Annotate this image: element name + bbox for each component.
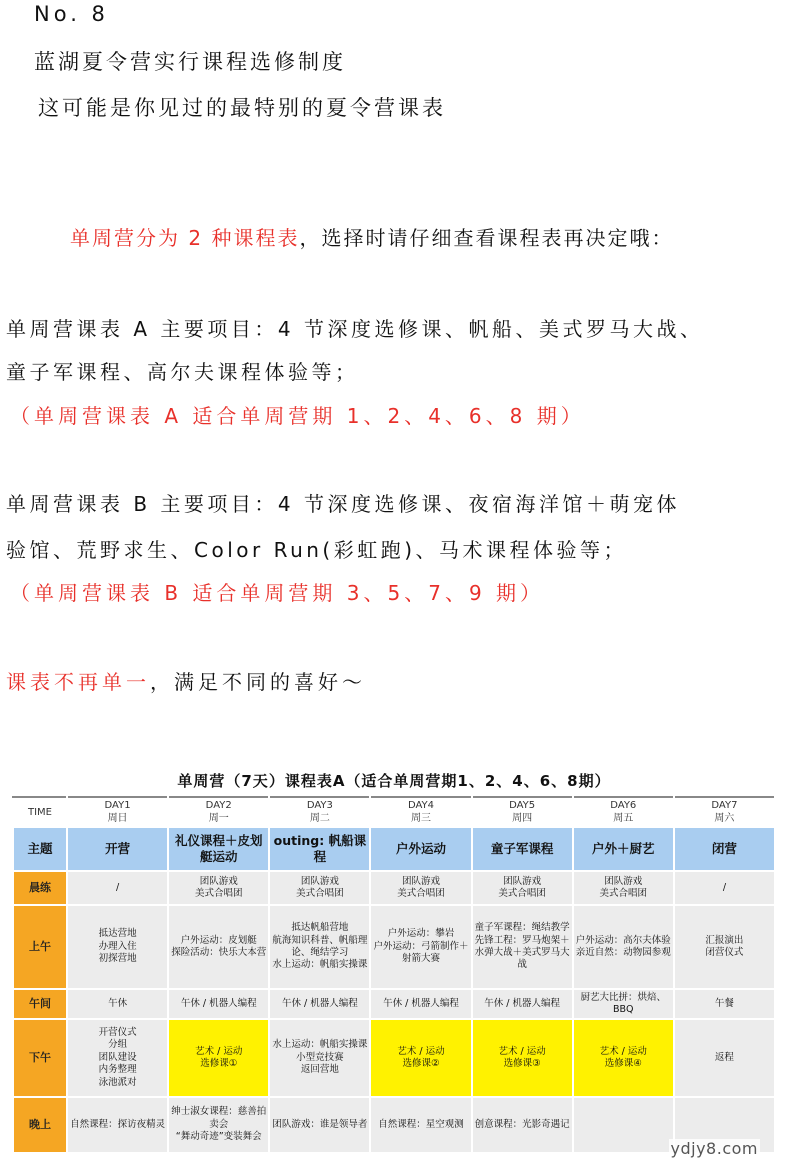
day-number: DAY4 [407,800,435,811]
schedule-cell: 厨艺大比拼：烘焙、BBQ [573,989,674,1019]
day-number: DAY1 [104,800,131,811]
day-weekday: 周一 [208,813,229,824]
day-header [269,797,370,827]
post-number: No. 8 [34,2,109,26]
schedule-cell: 艺术 / 运动 选修课③ [472,1019,573,1097]
schedule-cell: 团队游戏 美式合唱团 [168,871,269,905]
schedule-cell: 团队游戏：谁是领导者 [269,1097,370,1153]
schedule-cell: 返程 [674,1019,775,1097]
schedule-cell: 创意课程：光影奇遇记 [472,1097,573,1153]
schedule-cell: 开营仪式 分组 团队建设 内务整理 泳池派对 [67,1019,168,1097]
watermark: ydjy8.com [670,1139,758,1158]
theme-row [13,827,775,871]
theme-label: 主题 [13,827,67,871]
plan-a-line-1: 单周营课表 A 主要项目：4 节深度选修课、帆船、美式罗马大战、 [6,317,704,341]
plan-a-line-2: 童子军课程、高尔夫课程体验等； [6,360,359,384]
schedule-title: 单周营（7天）课程表A（适合单周营期1、2、4、6、8期） [177,772,611,790]
schedule-row [13,1097,775,1153]
schedule-cell: 户外运动：皮划艇 探险活动：快乐大本营 [168,905,269,989]
intro-text: ，选择时请仔细查看课程表再决定哦： [299,226,674,250]
schedule-cell: 团队游戏 美式合唱团 [573,871,674,905]
schedule-cell: 午休 / 机器人编程 [472,989,573,1019]
day-weekday: 周三 [410,813,431,824]
row-label: 晚上 [13,1097,67,1153]
schedule-cell: 抵达营地 办理入住 初探营地 [67,905,168,989]
schedule-image [10,762,778,1170]
day-weekday: 周日 [107,813,128,824]
theme-cell: 开营 [67,827,168,871]
theme-cell: 童子军课程 [472,827,573,871]
schedule-cell: 艺术 / 运动 选修课② [370,1019,471,1097]
day-number: DAY7 [711,800,738,811]
schedule-cell: 自然课程：探访夜精灵 [67,1097,168,1153]
schedule-cell: 午餐 [674,989,775,1019]
schedule-cell: / [674,871,775,905]
day-weekday: 周六 [714,813,735,824]
schedule-row [13,1019,775,1097]
row-label: 下午 [13,1019,67,1097]
heading-line-1: 蓝湖夏令营实行课程选修制度 [34,50,346,74]
schedule-cell: 户外运动：高尔夫体验 亲近自然：动物园参观 [573,905,674,989]
schedule-cell [573,1097,674,1153]
theme-cell: 户外＋厨艺 [573,827,674,871]
row-label: 晨练 [13,871,67,905]
day-weekday: 周五 [613,813,634,824]
schedule-cell: 户外运动：攀岩 户外运动：弓箭制作＋射箭大赛 [370,905,471,989]
schedule-row [13,989,775,1019]
schedule-cell: 团队游戏 美式合唱团 [269,871,370,905]
heading-line-2: 这可能是你见过的最特别的夏令营课表 [38,96,446,120]
day-header-row [13,797,775,827]
row-label: 上午 [13,905,67,989]
day-header [573,797,674,827]
schedule-cell: 水上运动：帆船实操课 小型竞技赛 返回营地 [269,1019,370,1097]
intro-paragraph [70,222,673,251]
day-weekday: 周四 [512,813,533,824]
theme-cell: outing: 帆船课程 [269,827,370,871]
theme-cell: 礼仪课程＋皮划艇运动 [168,827,269,871]
day-header [674,797,775,827]
day-number: DAY5 [509,800,536,811]
schedule-cell: 午休 / 机器人编程 [370,989,471,1019]
day-header [67,797,168,827]
schedule-cell: 艺术 / 运动 选修课① [168,1019,269,1097]
schedule-cell: 午休 [67,989,168,1019]
schedule-cell: 团队游戏 美式合唱团 [370,871,471,905]
row-label: 午间 [13,989,67,1019]
day-weekday: 周二 [309,813,330,824]
day-number: DAY3 [306,800,333,811]
theme-cell: 闭营 [674,827,775,871]
schedule-cell: 绅士淑女课程：慈善拍卖会 “舞动奇迹”变装舞会 [168,1097,269,1153]
plan-a-note: （单周营课表 A 适合单周营期 1、2、4、6、8 期） [10,404,585,428]
closing-paragraph [6,666,366,695]
schedule-cell: 自然课程：星空观测 [370,1097,471,1153]
plan-b-note: （单周营课表 B 适合单周营期 3、5、7、9 期） [10,581,545,605]
day-header [370,797,471,827]
schedule-cell: 艺术 / 运动 选修课④ [573,1019,674,1097]
schedule-table [12,796,776,1154]
plan-b-line-1: 单周营课表 B 主要项目：4 节深度选修课、夜宿海洋馆＋萌宠体 [6,492,681,516]
schedule-row [13,905,775,989]
intro-highlight: 单周营分为 2 种课程表 [70,226,300,250]
closing-text: ，满足不同的喜好～ [150,670,366,694]
schedule-cell: 团队游戏 美式合唱团 [472,871,573,905]
schedule-row [13,871,775,905]
theme-cell: 户外运动 [370,827,471,871]
time-label: TIME [13,797,67,827]
schedule-cell: 童子军课程：绳结教学 先锋工程：罗马炮架＋水弹大战＋美式罗马大战 [472,905,573,989]
schedule-cell: / [67,871,168,905]
schedule-cell: 午休 / 机器人编程 [168,989,269,1019]
closing-highlight: 课表不再单一 [6,670,150,694]
schedule-cell: 汇报演出 闭营仪式 [674,905,775,989]
day-header [472,797,573,827]
schedule-cell: 午休 / 机器人编程 [269,989,370,1019]
day-number: DAY2 [205,800,232,811]
schedule-cell: 抵达帆船营地 航海知识科普、帆船理论、绳结学习 水上运动：帆船实操课 [269,905,370,989]
day-header [168,797,269,827]
plan-b-line-2: 验馆、荒野求生、Color Run(彩虹跑)、马术课程体验等； [6,538,628,562]
day-number: DAY6 [610,800,637,811]
